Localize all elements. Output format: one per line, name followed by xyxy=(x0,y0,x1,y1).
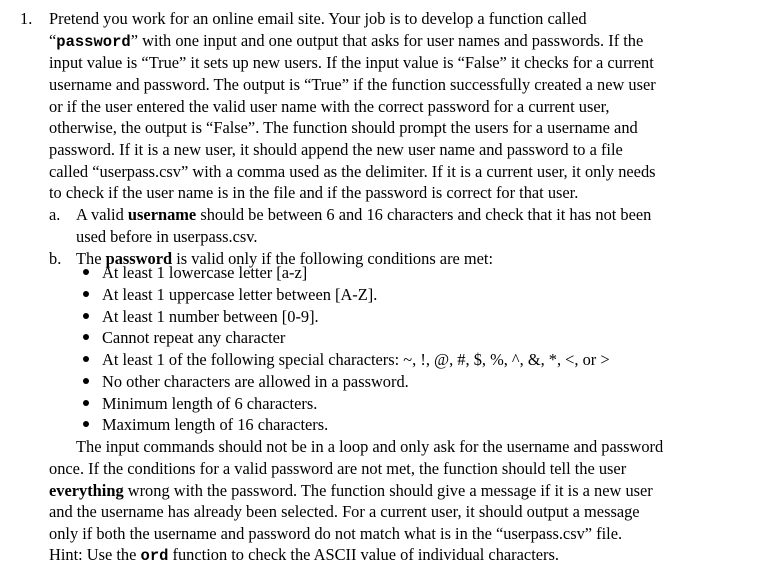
closing-line-5: only if both the username and password do not match what is in the “userpass.csv” file. xyxy=(49,524,623,543)
bullet-item-no-repeat: Cannot repeat any character xyxy=(102,328,286,347)
hint-code: ord xyxy=(140,547,169,565)
bullet-item-special: At least 1 of the following special characters: ~, !, @, #, $, %, ^, &, *, <, or > xyxy=(102,350,610,369)
item-line-3: input value is “True” it sets up new users. If the input value is “False” it checks for a current xyxy=(49,53,654,72)
sub-b-prefix: The xyxy=(76,249,102,268)
item-line-9: to check if the user name is in the file and if the password is correct for that user. xyxy=(49,183,579,202)
closing-bold-word: everything xyxy=(49,481,124,500)
sub-a-suffix: should be between 6 and 16 characters and check that it has not been xyxy=(200,205,652,224)
closing-line-3-rest: wrong with the password. The function should give a message if it is a new user xyxy=(127,481,653,500)
bullet-dot-icon xyxy=(83,313,89,319)
bullet-dot-icon xyxy=(83,291,89,297)
hint-line xyxy=(49,544,559,565)
item-line-6: otherwise, the output is “False”. The function should prompt the users for a username and xyxy=(49,118,638,137)
sub-a-prefix: A valid xyxy=(76,205,124,224)
bullet-item-no-other: No other characters are allowed in a password. xyxy=(102,372,409,391)
bullet-dot-icon xyxy=(83,400,89,406)
sub-b-suffix: is valid only if the following conditions are met: xyxy=(176,249,494,268)
sub-a-marker: a. xyxy=(49,205,61,224)
item-line-2 xyxy=(49,30,643,51)
hint-prefix: Hint: Use the xyxy=(49,545,137,564)
closing-line-1: The input commands should not be in a loop and only ask for the username and password xyxy=(76,437,664,456)
bullet-dot-icon xyxy=(83,334,89,340)
sub-a-line-2: used before in userpass.csv. xyxy=(76,227,258,246)
closing-line-3 xyxy=(49,480,653,501)
bullet-item-min-length: Minimum length of 6 characters. xyxy=(102,394,318,413)
bullet-dot-icon xyxy=(83,269,89,275)
code-function-name: password xyxy=(56,33,131,51)
item-line-7: password. If it is a new user, it should append the new user name and password to a file xyxy=(49,140,623,159)
closing-line-2: once. If the conditions for a valid password are not met, the function should tell the user xyxy=(49,459,627,478)
sub-b-marker: b. xyxy=(49,249,62,268)
item-line-5: or if the user entered the valid user name with the correct password for a current user, xyxy=(49,97,610,116)
sub-b-bold-word: password xyxy=(105,249,173,268)
bullet-item-max-length: Maximum length of 16 characters. xyxy=(102,415,329,434)
bullet-dot-icon xyxy=(83,356,89,362)
item-number: 1. xyxy=(20,9,33,28)
bullet-item-number: At least 1 number between [0-9]. xyxy=(102,307,319,326)
item-line-1: Pretend you work for an online email site. Your job is to develop a function called xyxy=(49,9,587,28)
item-line-4: username and password. The output is “True” if the function successfully created a new user xyxy=(49,75,656,94)
sub-a-bold-word: username xyxy=(127,205,197,224)
item-line-8: called “userpass.csv” with a comma used as the delimiter. If it is a current user, it only needs xyxy=(49,162,656,181)
closing-line-4: and the username has already been selected. For a current user, it should output a message xyxy=(49,502,640,521)
hint-suffix: function to check the ASCII value of individual characters. xyxy=(172,545,559,564)
bullet-item-lowercase: At least 1 lowercase letter [a-z] xyxy=(102,263,308,282)
sub-a-line-1 xyxy=(76,204,651,225)
item-line-2-text: with one input and one output that asks for user names and passwords. If the xyxy=(142,31,644,50)
bullet-dot-icon xyxy=(83,378,89,384)
code-close-quote: ” xyxy=(130,31,138,50)
bullet-item-uppercase: At least 1 uppercase letter between [A-Z]. xyxy=(102,285,378,304)
code-open-quote: “ xyxy=(49,31,57,50)
bullet-dot-icon xyxy=(83,421,89,427)
